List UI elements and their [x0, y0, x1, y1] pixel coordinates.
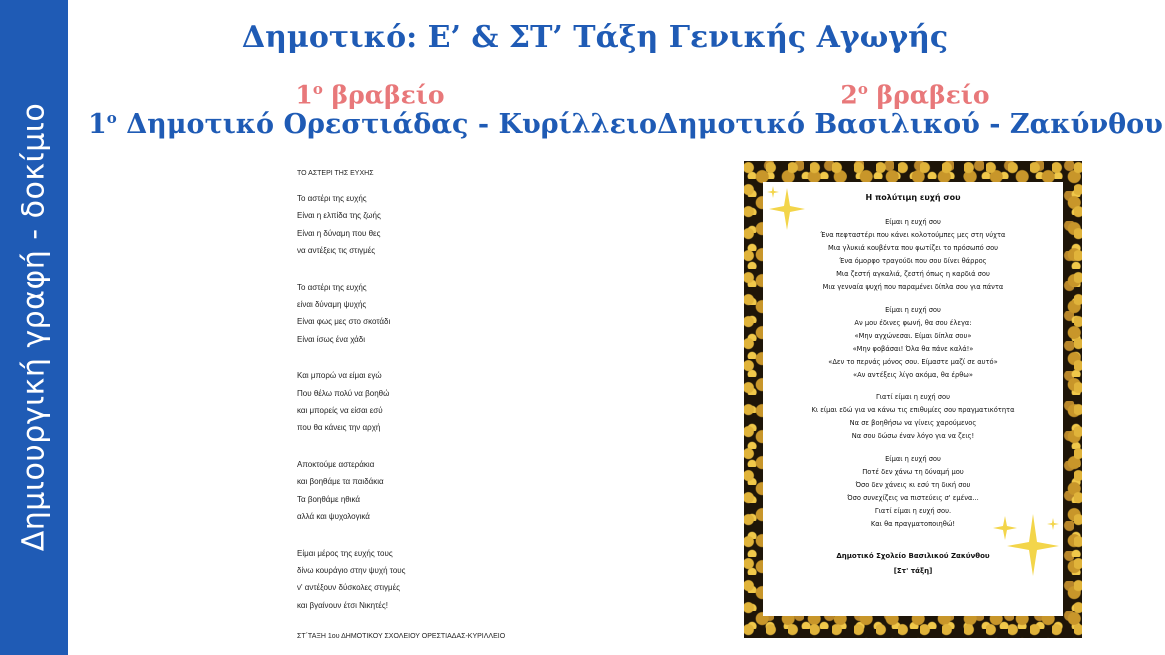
first-prize-poem	[297, 170, 527, 641]
first-prize-ordinal: ο	[312, 80, 323, 98]
poem-line: Είναι η δύναμη που θες	[297, 228, 381, 238]
first-prize-label	[230, 80, 510, 109]
poem-stanza	[297, 545, 527, 615]
sidebar-title: Δημιουργική γραφή - δοκίμιο	[16, 102, 52, 552]
second-prize-school: Δημοτικό Βασιλικού - Ζακύνθου	[657, 109, 1163, 140]
poem-stanza	[763, 391, 1063, 443]
poem-line: Όσο δεν χάνεις κι εσύ τη δική σου	[855, 480, 971, 489]
poem-line: και μπορείς να είσαι εσύ	[297, 406, 383, 416]
poem-stanza	[297, 367, 527, 437]
poem-line: Είναι η ελπίδα της ζωής	[297, 211, 381, 221]
poem-line: Το αστέρι της ευχής	[297, 282, 367, 292]
poem-title: ΤΟ ΑΣΤΕΡΙ ΤΗΣ ΕΥΧΗΣ	[297, 170, 374, 177]
first-school-ordinal: ο	[106, 109, 117, 127]
poem-line: Ποτέ δεν χάνω τη δύναμή μου	[862, 467, 964, 476]
poem-line: «Μην αγχώνεσαι. Είμαι δίπλα σου»	[854, 331, 972, 340]
second-prize-ordinal: ο	[857, 80, 868, 98]
poem-stanza	[763, 304, 1063, 383]
poem-line: Μια ζεστή αγκαλιά, ζεστή όπως η καρδιά σου	[836, 270, 990, 279]
poem-line: Να σε βοηθήσω να γίνεις χαρούμενος	[849, 419, 977, 428]
poem-line: δίνω κουράγιο στην ψυχή τους	[297, 565, 406, 575]
poem-line: Μια γλυκιά κουβέντα που φωτίζει το πρόσωπό σου	[827, 244, 999, 253]
poem-line: Είμαι η ευχή σου	[885, 305, 941, 314]
poem-line: «Δεν το περνάς μόνος σου. Είμαστε μαζί σε αυτό»	[828, 357, 998, 366]
poem-line: Αποκτούμε αστεράκια	[297, 459, 375, 469]
second-prize-label	[775, 80, 1055, 109]
poem-line: Και μπορώ να είμαι εγώ	[297, 371, 382, 381]
first-prize-number: 1	[295, 80, 313, 110]
first-prize-text: βραβείο	[322, 80, 445, 110]
poem-stanzas	[297, 190, 527, 614]
poem-line: Όσο συνεχίζεις να πιστεύεις σ' εμένα...	[847, 493, 979, 502]
poem-stanza	[763, 216, 1063, 295]
poem-line: Να σου δώσω έναν λόγο για να ζεις!	[851, 432, 975, 441]
poem-stanza	[297, 190, 527, 260]
second-prize-poem	[763, 193, 1063, 579]
poem-line: Τα βοηθάμε ηθικά	[297, 494, 361, 504]
poem-line: Αν μου έδινες φωνή, θα σου έλεγα:	[854, 318, 972, 327]
poem-line: και βγαίνουν έτσι Νικητές!	[297, 600, 388, 610]
poem-stanza	[763, 453, 1063, 532]
first-school-name: Δημοτικό Ορεστιάδας - Κυρίλλειο	[116, 109, 658, 140]
poem-line: ν' αντέξουν δύσκολες στιγμές	[297, 583, 401, 593]
poem-stanza	[297, 279, 527, 349]
poem-line: που θα κάνεις την αρχή	[297, 423, 381, 433]
poem-paper	[763, 182, 1063, 616]
poem-line: και βοηθάμε τα παιδάκια	[297, 477, 384, 487]
second-prize-text: βραβείο	[867, 80, 990, 110]
poem-line: Ένα πεφταστέρι που κάνει κολοτούμπες μες στη νύχτα	[820, 231, 1006, 240]
poem-line: Γιατί είμαι η ευχή σου.	[874, 506, 952, 515]
poem-line: είναι δύναμη ψυχής	[297, 300, 367, 310]
poem-line: Είμαι η ευχή σου	[885, 454, 941, 463]
second-prize-number: 2	[840, 80, 858, 110]
poem-line: να αντέξεις τις στιγμές	[297, 246, 376, 256]
poem-line: αλλά και ψυχολογικά	[297, 512, 370, 522]
poem-line: Είμαι η ευχή σου	[885, 218, 941, 226]
first-school-number: 1	[88, 109, 107, 140]
poem-line: Είναι ίσως ένα χάδι	[297, 334, 366, 344]
poem-line: Μια γενναία ψυχή που παραμένει δίπλα σου για πάντα	[822, 283, 1004, 292]
gold-star-frame	[744, 161, 1082, 638]
poem-footer: ΣΤ΄ΤΑΞΗ 1ου ΔΗΜΟΤΙΚΟΥ ΣΧΟΛΕΙΟΥ ΟΡΕΣΤΙΑΔΑΣ-ΚΥΡΙΛΛΕΙΟ	[297, 633, 506, 641]
poem-signature: Δημοτικό Σχολείο Βασιλικού Ζακύνθου	[836, 552, 990, 561]
poem-line: Ένα όμορφο τραγούδι που σου δίνει θάρρος	[839, 257, 987, 266]
poem-class: [Στ' τάξη]	[893, 567, 933, 576]
poem-line: Κι είμαι εδώ για να κάνω τις επιθυμίες σου πραγματικότητα	[811, 406, 1015, 415]
poem-line: Γιατί είμαι η ευχή σου	[875, 393, 951, 402]
poem-line: Είμαι μέρος της ευχής τους	[297, 548, 393, 558]
poem-line: «Αν αντέξεις λίγο ακόμα, θα έρθω»	[853, 371, 973, 380]
poem-line: Που θέλω πολύ να βοηθώ	[297, 388, 390, 398]
poem-line: Το αστέρι της ευχής	[297, 194, 367, 203]
poem-line: «Μην φοβάσαι! Όλα θα πάνε καλά!»	[852, 344, 974, 353]
poem-line: Και θα πραγματοποιηθώ!	[870, 519, 956, 528]
page-title: Δημοτικό: Ε’ & ΣΤ’ Τάξη Γενικής Αγωγής	[241, 20, 949, 55]
poem-stanza	[297, 456, 527, 526]
sidebar-band	[0, 0, 68, 655]
poem-line: Είναι φως μες στο σκοτάδι	[297, 317, 391, 327]
first-prize-school	[88, 109, 658, 140]
poem-title: Η πολύτιμη ευχή σου	[865, 193, 961, 202]
poem-stanzas	[763, 216, 1063, 531]
